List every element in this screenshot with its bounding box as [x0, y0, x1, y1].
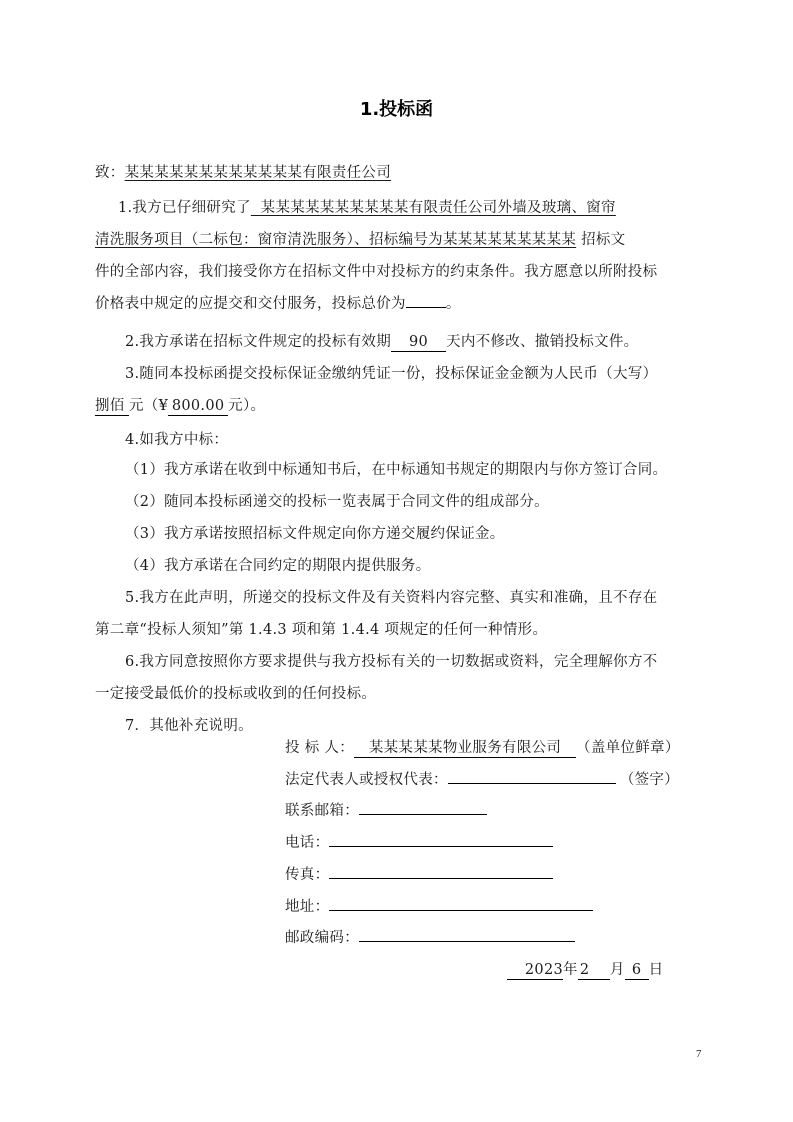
- p1-line4: [95, 294, 461, 314]
- fax-label: 传真：: [285, 867, 330, 883]
- page-number: 7: [696, 1048, 702, 1060]
- p1-line4-suffix: 。: [445, 296, 461, 312]
- p7-line: 7．其他补充说明。: [125, 718, 253, 734]
- fax-field[interactable]: [329, 878, 553, 879]
- p5-line1: 5.我方在此声明，所递交的投标文件及有关资料内容完整、真实和准确，且不存在: [125, 590, 658, 606]
- p6-line1: 6.我方同意按照你方要求提供与我方投标有关的一切数据或资料，完全理解你方不: [125, 654, 658, 670]
- rep-note: （签字）: [619, 772, 680, 788]
- p5-line2: 第二章“投标人须知”第 1.4.3 项和第 1.4.4 项规定的任何一种情形。: [95, 622, 548, 638]
- email-field[interactable]: [359, 814, 487, 815]
- rep-field[interactable]: [448, 783, 616, 784]
- date-day-field[interactable]: 6: [625, 961, 649, 980]
- p3-mid: 元（¥: [129, 398, 169, 414]
- project-name-part2: 清洗服务项目（二标包：窗帘清洗服务）、招标编号为某某某某某某某某某: [95, 232, 577, 248]
- phone-row: [285, 833, 553, 853]
- date-month-field[interactable]: 2: [578, 961, 610, 980]
- p1-line1: [118, 198, 616, 218]
- p2-suffix: 天内不修改、撤销投标文件。: [446, 334, 639, 350]
- p2-line: [125, 332, 638, 352]
- addressee-name: 某某某某某某某某某某某某有限责任公司: [124, 165, 392, 181]
- phone-label: 电话：: [285, 835, 330, 851]
- email-row: [285, 801, 487, 821]
- p4-item-1: （1）我方承诺在收到中标通知书后，在中标通知书规定的期限内与你方签订合同。: [125, 462, 668, 478]
- p4-item-4: （4）我方承诺在合同约定的期限内提供服务。: [125, 558, 431, 574]
- address-label: 地址：: [285, 899, 330, 915]
- validity-days-field[interactable]: 90: [391, 333, 446, 352]
- postcode-row: [285, 928, 575, 948]
- p4-heading: 4.如我方中标：: [125, 432, 229, 448]
- rep-label: 法定代表人或授权代表：: [285, 772, 448, 788]
- rep-row: [285, 770, 679, 790]
- day-label: 日: [648, 962, 664, 978]
- page-title: 1.投标函: [359, 99, 434, 120]
- p1-prefix: 1.我方已仔细研究了: [118, 200, 251, 216]
- year-label: 年: [563, 962, 578, 978]
- p4-item-3: （3）我方承诺按照招标文件规定向你方递交履约保证金。: [125, 526, 505, 542]
- email-label: 联系邮箱：: [285, 803, 359, 819]
- amount-number-field[interactable]: 800.00: [168, 397, 228, 416]
- phone-field[interactable]: [329, 846, 553, 847]
- bidder-row: [285, 738, 680, 758]
- p3-line1: 3.随同本投标函提交投标保证金缴纳凭证一份，投标保证金金额为人民币（大写）: [125, 366, 658, 382]
- p1-suffix: 招标文: [581, 232, 626, 248]
- amount-words-field[interactable]: 捌佰: [95, 397, 129, 416]
- date-row: [507, 960, 663, 980]
- p2-prefix: 2.我方承诺在招标文件规定的投标有效期: [125, 334, 392, 350]
- p1-line2: [95, 230, 625, 250]
- fax-row: [285, 865, 553, 885]
- p3-suffix: 元）。: [228, 398, 266, 414]
- p4-item-2: （2）随同本投标函递交的投标一览表属于合同文件的组成部分。: [125, 494, 549, 510]
- total-price-field[interactable]: [406, 307, 446, 308]
- address-field[interactable]: [329, 910, 593, 911]
- p1-line3: 件的全部内容，我们接受你方在招标文件中对投标方的约束条件。我方愿意以所附投标: [95, 264, 658, 280]
- date-year-field[interactable]: 2023: [507, 961, 563, 980]
- bidder-label: 投 标 人：: [285, 740, 355, 756]
- bidder-field[interactable]: 某某某某某物业服务有限公司: [354, 739, 576, 758]
- address-row: [285, 897, 593, 917]
- p1-line4-prefix: 价格表中规定的应提交和交付服务，投标总价为: [95, 296, 406, 312]
- postcode-field[interactable]: [359, 941, 575, 942]
- postcode-label: 邮政编码：: [285, 930, 359, 946]
- addressee-line: [95, 163, 391, 183]
- p6-line2: 一定接受最低价的投标或收到的任何投标。: [95, 686, 377, 702]
- project-name-part1: 某某某某某某某某某某有限责任公司外墙及玻璃、窗帘: [250, 200, 616, 216]
- addressee-prefix: 致：: [95, 165, 125, 181]
- month-label: 月: [609, 962, 625, 978]
- bidder-note: （盖单位鲜章）: [576, 740, 680, 756]
- p3-line2: [95, 396, 265, 416]
